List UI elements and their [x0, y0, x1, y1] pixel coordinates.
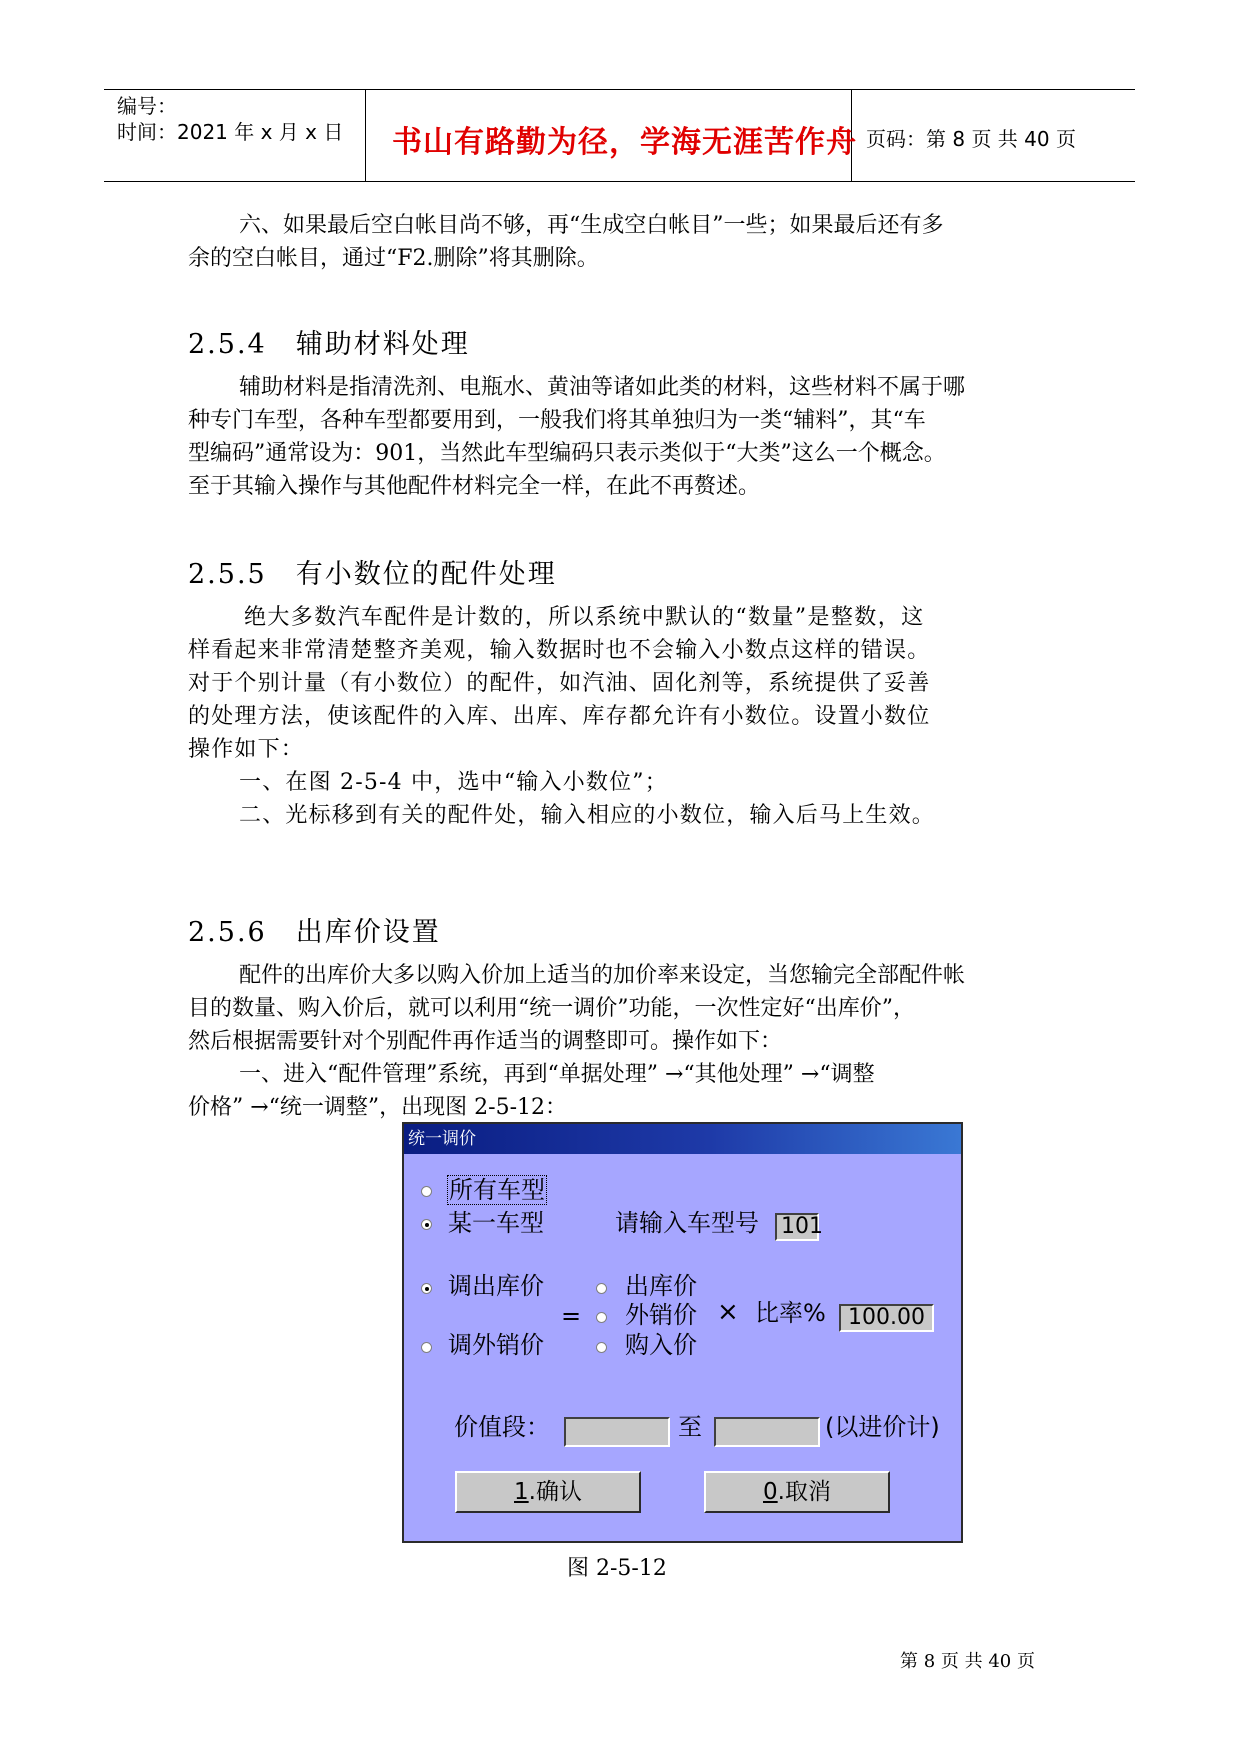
header-number-label: 编号： [117, 94, 177, 118]
paragraph-line: 绝大多数汽车配件是计数的，所以系统中默认的“数量”是整数，这 [244, 605, 925, 630]
multiply-sign: × [717, 1297, 739, 1327]
radio-base-sale-price[interactable] [596, 1312, 607, 1323]
dialog-title: 统一调价 [408, 1129, 476, 1149]
paragraph-line: 型编码”通常设为：901，当然此车型编码只表示类似于“大类”这么一个概念。 [188, 441, 946, 466]
label-base-sale-price: 外销价 [625, 1301, 697, 1329]
label-value-range: 价值段： [454, 1413, 550, 1441]
paragraph-line: 种专门车型，各种车型都要用到，一般我们将其单独归为一类“辅料”，其“车 [188, 408, 926, 433]
radio-adjust-out-price[interactable] [421, 1283, 432, 1294]
confirm-hotkey: 1 [514, 1479, 529, 1505]
paragraph-line: 配件的出库价大多以购入价加上适当的加价率来设定，当您输完全部配件帐 [239, 963, 966, 988]
radio-adjust-sale-price[interactable] [421, 1342, 432, 1353]
header-divider-left [365, 89, 366, 182]
label-adjust-out-price: 调出库价 [448, 1272, 544, 1300]
paragraph-line: 余的空白帐目，通过“F2.删除”将其删除。 [188, 246, 599, 271]
label-base-out-price: 出库价 [625, 1272, 697, 1300]
radio-base-out-price[interactable] [596, 1283, 607, 1294]
cancel-hotkey: 0 [763, 1479, 778, 1505]
label-range-to: 至 [678, 1413, 702, 1441]
unified-price-dialog [402, 1122, 963, 1543]
cancel-label: .取消 [777, 1479, 831, 1505]
dialog-titlebar [404, 1124, 961, 1154]
section-heading-2-5-6: 2.5.6 出库价设置 [188, 917, 441, 948]
radio-all-models[interactable] [421, 1186, 432, 1197]
header-time-label: 时间：2021 年 x 月 x 日 [117, 120, 344, 144]
model-number-input[interactable]: 101 [775, 1213, 819, 1241]
paragraph-line: 六、如果最后空白帐目尚不够，再“生成空白帐目”一些；如果最后还有多 [239, 213, 944, 238]
paragraph-line: 价格” →“统一调整”，出现图 2-5-12： [188, 1095, 568, 1120]
paragraph-line: 然后根据需要针对个别配件再作适当的调整即可。操作如下： [188, 1029, 783, 1054]
ratio-input[interactable]: 100.00 [839, 1304, 934, 1332]
paragraph-line: 辅助材料是指清洗剂、电瓶水、黄油等诸如此类的材料，这些材料不属于哪 [239, 375, 966, 400]
section-heading-2-5-4: 2.5.4 辅助材料处理 [188, 329, 470, 360]
radio-base-buy-price[interactable] [596, 1342, 607, 1353]
paragraph-line: 至于其输入操作与其他配件材料完全一样，在此不再赘述。 [188, 474, 761, 499]
figure-caption: 图 2-5-12 [567, 1556, 667, 1581]
section-heading-2-5-5: 2.5.5 有小数位的配件处理 [188, 559, 557, 590]
paragraph-line: 的处理方法，使该配件的入库、出库、库存都允许有小数位。设置小数位 [188, 704, 931, 729]
paragraph-line: 二、光标移到有关的配件处，输入相应的小数位，输入后马上生效。 [239, 803, 936, 828]
paragraph-line: 对于个别计量（有小数位）的配件，如汽油、固化剂等，系统提供了妥善 [188, 671, 931, 696]
header-top-rule [104, 89, 1135, 90]
radio-one-model[interactable] [421, 1219, 432, 1230]
paragraph-line: 样看起来非常清楚整齐美观，输入数据时也不会输入小数点这样的错误。 [188, 638, 931, 663]
header-motto: 书山有路勤为径，学海无涯苦作舟 [392, 125, 857, 160]
confirm-button[interactable] [455, 1471, 641, 1513]
label-adjust-sale-price: 调外销价 [448, 1331, 544, 1359]
cancel-button[interactable] [704, 1471, 890, 1513]
header-page-label: 页码：第 8 页 共 40 页 [866, 127, 1076, 151]
page-footer: 第 8 页 共 40 页 [900, 1651, 1035, 1672]
label-all-models: 所有车型 [449, 1176, 545, 1204]
range-to-input[interactable] [714, 1417, 820, 1447]
equals-sign: = [561, 1302, 582, 1330]
label-base-buy-price: 购入价 [625, 1331, 697, 1359]
paragraph-line: 一、在图 2-5-4 中，选中“输入小数位”； [239, 770, 668, 795]
confirm-label: .确认 [528, 1479, 582, 1505]
range-from-input[interactable] [564, 1417, 670, 1447]
paragraph-line: 一、进入“配件管理”系统，再到“单据处理” →“其他处理” →“调整 [239, 1062, 875, 1087]
header-bottom-rule [104, 181, 1135, 182]
label-model-prompt: 请输入车型号 [615, 1209, 759, 1237]
label-one-model: 某一车型 [448, 1209, 544, 1237]
label-range-note: (以进价计) [825, 1413, 940, 1441]
label-ratio: 比率% [755, 1299, 826, 1327]
paragraph-line: 目的数量、购入价后，就可以利用“统一调价”功能，一次性定好“出库价”， [188, 996, 915, 1021]
paragraph-line: 操作如下： [188, 737, 305, 762]
